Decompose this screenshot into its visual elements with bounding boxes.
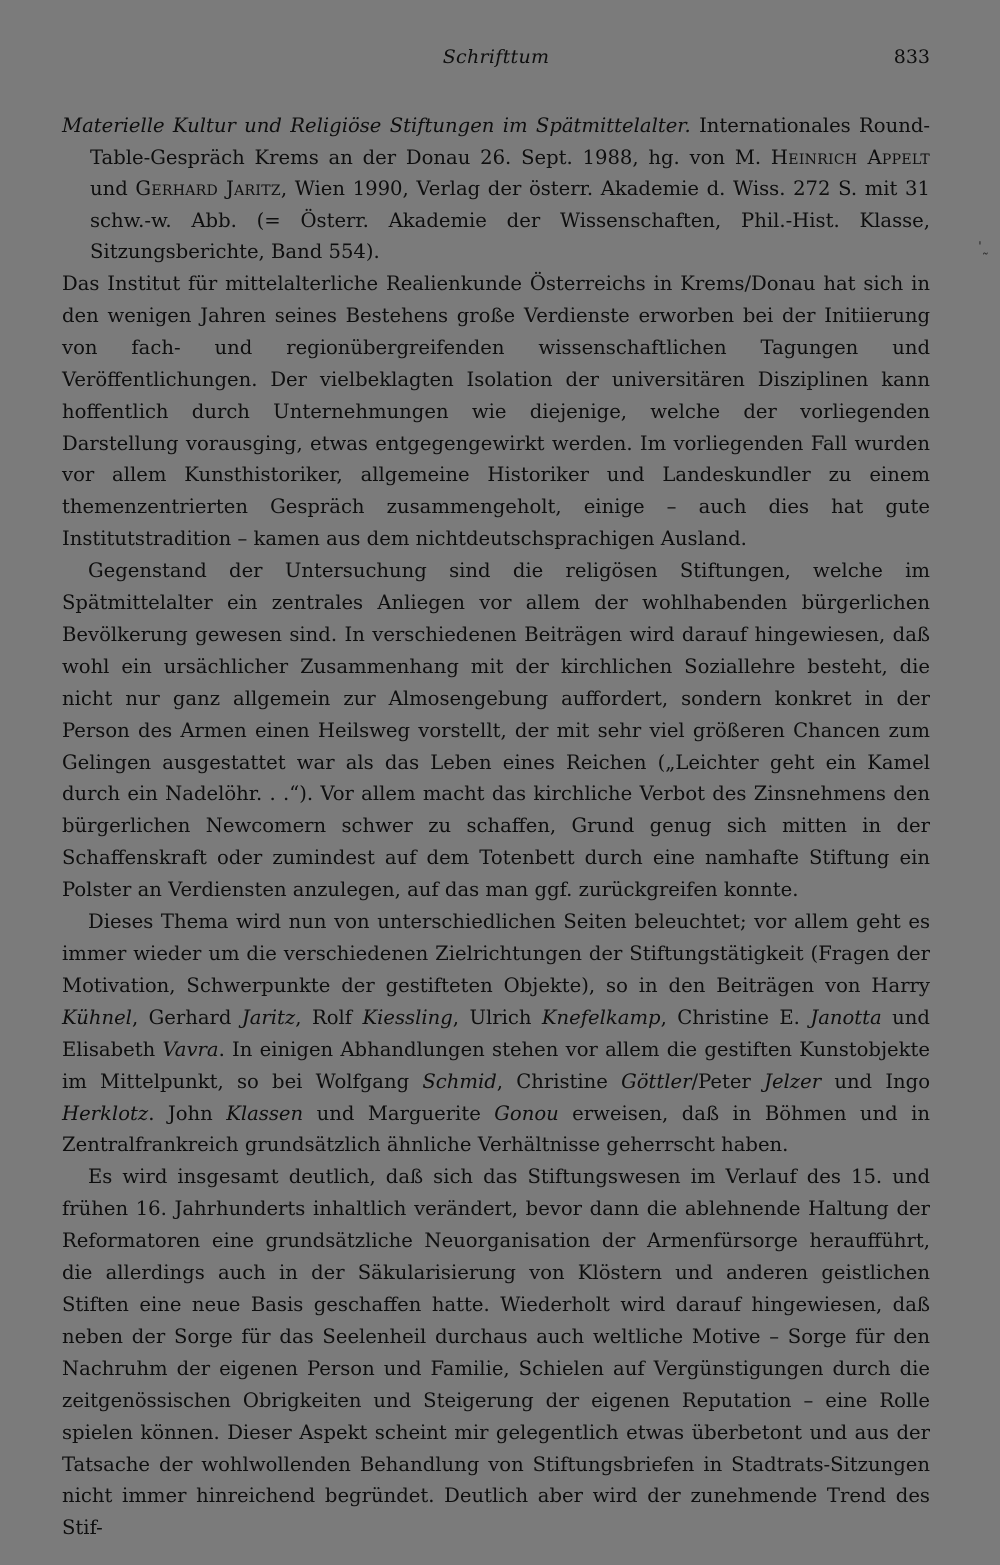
paragraph-1: Das Institut für mittelalterliche Realienkunde Österreichs in Krems/Donau hat sich in den wenigen Jahren seines Bestehens große Verdienste erworben bei der Initiierung von fach- und regionübergreifenden wissenschaftlichen Tagungen und Veröffentlichungen. Der vielbeklagten Isolation der universitären Disziplinen kann hoffentlich durch Unternehmungen wie diejenige, welche der vorliegenden Darstellung vorausging, etwas entgegengewirkt werden. Im vorliegenden Fall wurden vor allem Kunsthistoriker, allgemeine Historiker und Landeskundler zu einem themenzentrierten Gespräch zusammengeholt, einige – auch dies hat gute Institutstradition – kamen aus dem nichtdeutschsprachigen Ausland. xyxy=(62,271,930,551)
book-title: Materielle Kultur und Religiöse Stiftungen im Spätmittelalter. xyxy=(62,114,691,137)
author-name: Gonou xyxy=(494,1101,559,1125)
entry-text: Internationales Round-Table-Gespräch Krems an der Donau 26. Sept. 1988, hg. von M. xyxy=(90,114,930,169)
author-name: Janotta xyxy=(810,1005,882,1029)
editor-name: Gerhard Jaritz xyxy=(135,177,281,201)
paragraph-text: erweisen, daß in Böhmen und in Zentralfrankreich grundsätzlich ähnliche Verhältnisse geherrscht haben. xyxy=(62,1101,931,1157)
author-name: Vavra xyxy=(162,1037,219,1061)
author-name: Kiessling xyxy=(362,1005,453,1029)
paragraph-3 xyxy=(62,906,930,1161)
paragraph-text: /Peter xyxy=(691,1069,765,1093)
author-name: Schmid xyxy=(422,1069,497,1093)
author-name: Göttler xyxy=(621,1069,692,1093)
author-name: Jelzer xyxy=(764,1069,822,1093)
paragraph-text: Dieses Thema wird nun von unterschiedlichen Seiten beleuchtet; vor allem geht es immer wieder um die verschiedenen Zielrichtungen der Stiftungstätigkeit (Fragen der Motivation, Schwerpunkte der gestifteten Objekte), so in den Beiträgen von Harry xyxy=(62,910,930,997)
review-body xyxy=(62,110,930,1544)
running-title: Schrifttum xyxy=(442,46,550,68)
paragraph-text: , Christine xyxy=(496,1069,622,1093)
running-head xyxy=(62,46,930,74)
paragraph-text: , Christine E. xyxy=(660,1005,811,1029)
paragraph-text: und Ingo xyxy=(821,1069,931,1093)
paragraph-text: . In einigen Abhandlungen stehen vor allem die gestiften Kunstobjekte im Mittelpunkt, so bei Wolfgang xyxy=(62,1037,930,1093)
bibliographic-entry xyxy=(62,110,930,268)
author-name: Herklotz xyxy=(62,1101,149,1125)
entry-text: , Wien 1990, Verlag der österr. Akademie d. Wiss. 272 S. mit 31 schw.-w. Abb. (= Österr. Akademie der Wissenschaften, Phil.-Hist. Klasse, Sitzungsberichte, Band 554). xyxy=(90,177,930,264)
paragraph-4: Es wird insgesamt deutlich, daß sich das Stiftungswesen im Verlauf des 15. und frühen 16. Jahrhunderts inhaltlich verändert, bevor dann die ablehnende Haltung der Reformatoren eine grundsätzliche Neuorganisation der Armenfürsorge heraufführt, die allerdings auch in der Säkularisierung von Klöstern und anderen geistlichen Stiften eine neue Basis geschaffen hatte. Wiederholt wird darauf hingewiesen, daß neben der Sorge für das Seelenheil durchaus auch weltliche Motive – Sorge für den Nachruhm der eigenen Person und Familie, Schielen auf Vergünstigungen durch die zeitgenössischen Obrigkeiten und Steigerung der eigenen Reputation – eine Rolle spielen können. Dieser Aspekt scheint mir gelegentlich etwas überbetont und aus der Tatsache der wohlwollenden Behandlung von Stiftungsbriefen in Stadtrats-Sitzungen nicht immer hinreichend begründet. Deutlich aber wird der zunehmende Trend des Stif- xyxy=(62,1165,930,1540)
paragraph-text: , Ulrich xyxy=(452,1005,542,1029)
author-name: Kühnel xyxy=(62,1005,132,1029)
author-name: Knefelkamp xyxy=(541,1005,661,1029)
margin-mark: ˈ˷ xyxy=(978,240,989,256)
page-number: 833 xyxy=(893,46,930,68)
paragraph-text: und Elisabeth xyxy=(62,1005,930,1061)
paragraph-2: Gegenstand der Untersuchung sind die religösen Stiftungen, welche im Spätmittelalter ein zentrales Anliegen vor allem der wohlhabenden bürgerlichen Bevölkerung gewesen sind. In verschiedenen Beiträgen wird darauf hingewiesen, daß wohl ein ursächlicher Zusammenhang mit der kirchlichen Soziallehre besteht, die nicht nur ganz allgemein zur Almosengebung auffordert, sondern konkret in der Person des Armen einen Heilsweg vorstellt, der mit sehr viel größeren Chancen zum Gelingen ausgestattet war als das Leben eines Reichen („Leichter geht ein Kamel durch ein Nadelöhr. . .“). Vor allem macht das kirchliche Verbot des Zinsnehmens den bürgerlichen Newcomern schwer zu schaffen, Grund genug sich mitten in der Schaffenskraft oder zumindest auf dem Totenbett durch eine namhafte Stiftung ein Polster an Verdiensten anzulegen, auf das man ggf. zurückgreifen konnte. xyxy=(62,559,930,902)
author-name: Jaritz xyxy=(241,1005,296,1029)
paragraph-text: . John xyxy=(148,1101,227,1125)
paragraph-text: und Marguerite xyxy=(303,1101,495,1125)
entry-text: und xyxy=(90,177,136,201)
editor-name: Heinrich Appelt xyxy=(770,145,930,169)
paragraph-text: , Rolf xyxy=(295,1005,363,1029)
paragraph-text: , Gerhard xyxy=(131,1005,242,1029)
author-name: Klassen xyxy=(226,1101,304,1125)
